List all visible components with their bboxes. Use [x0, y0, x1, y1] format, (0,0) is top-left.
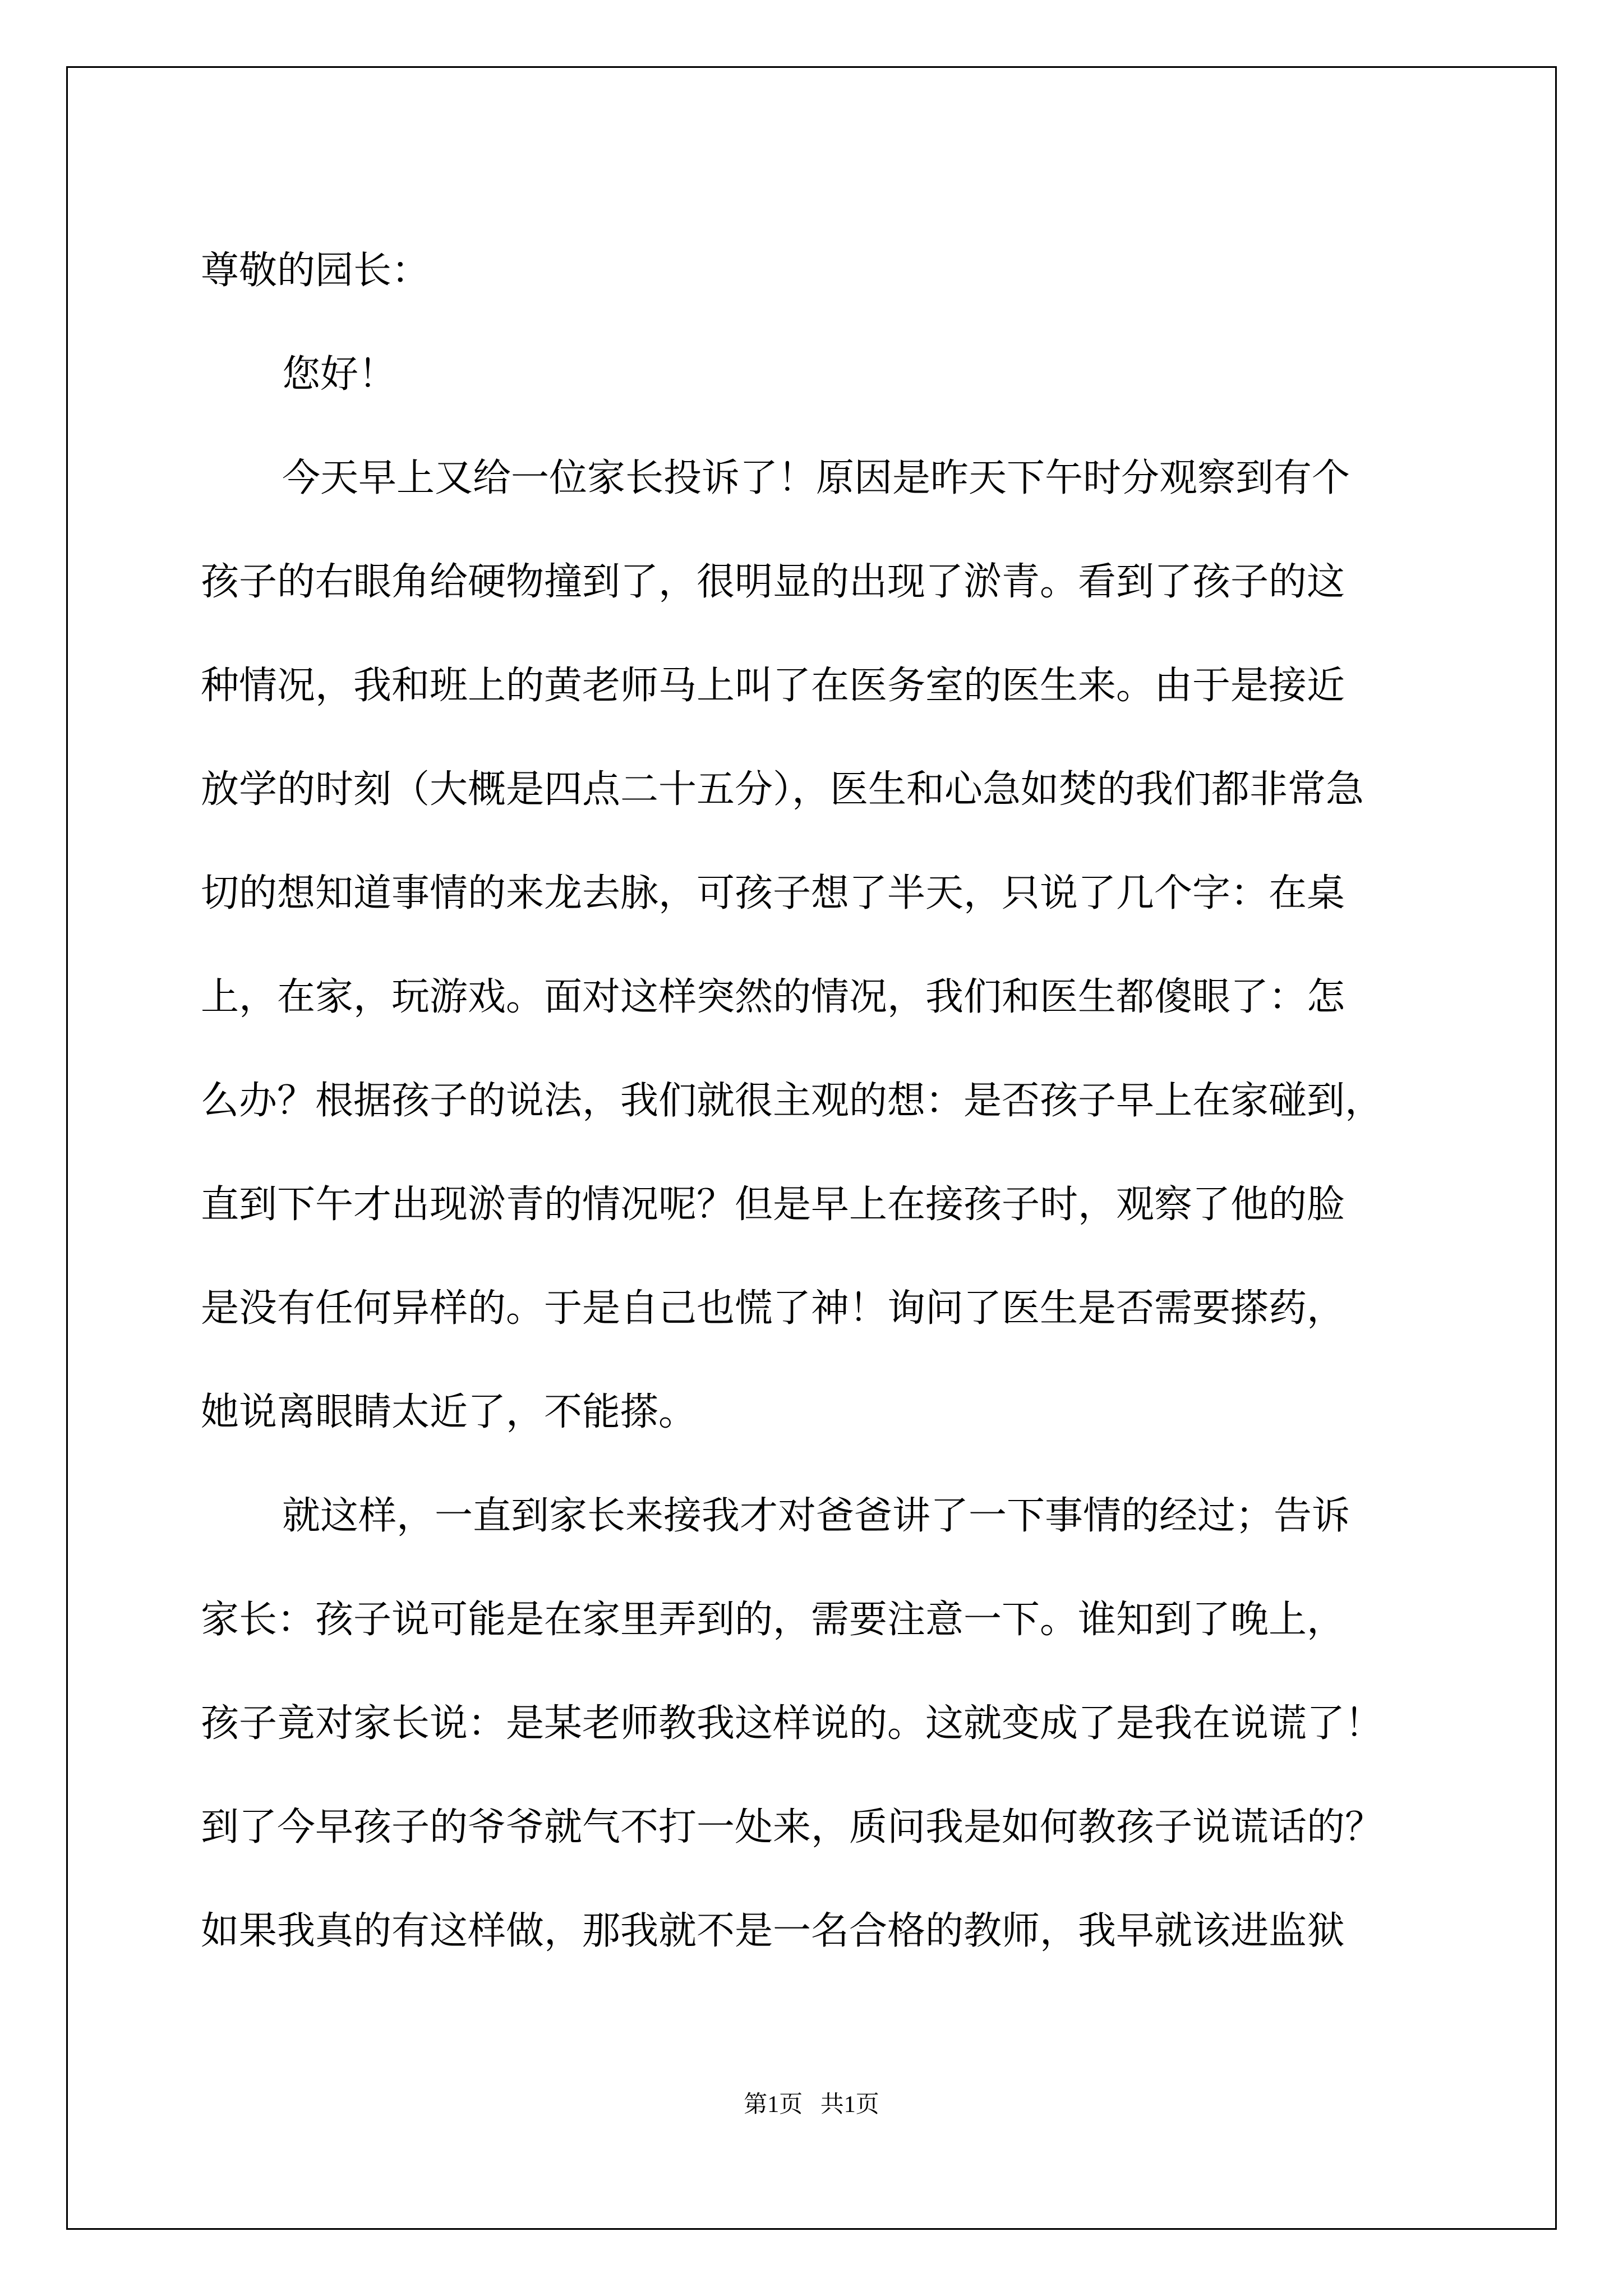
paragraph-line: 就这样，一直到家长来接我才对爸爸讲了一下事情的经过；告诉 — [282, 1494, 1350, 1538]
paragraph-line: 孩子的右眼角给硬物撞到了，很明显的出现了淤青。看到了孩子的这 — [201, 560, 1345, 604]
paragraph-line: 孩子竟对家长说：是某老师教我这样说的。这就变成了是我在说谎了！ — [201, 1701, 1384, 1746]
document-body — [201, 219, 1451, 1983]
paragraph-line: 上，在家，玩游戏。面对这样突然的情况，我们和医生都傻眼了：怎 — [201, 975, 1345, 1019]
paragraph-line: 直到下午才出现淤青的情况呢？但是早上在接孩子时，观察了他的脸 — [201, 1182, 1345, 1227]
paragraph-line: 家长：孩子说可能是在家里弄到的，需要注意一下。谁知到了晚上， — [201, 1598, 1345, 1642]
greeting: 您好！ — [282, 352, 397, 397]
paragraph-line: 她说离眼睛太近了，不能搽。 — [201, 1390, 697, 1434]
paragraph-line: 如果我真的有这样做，那我就不是一名合格的教师，我早就该进监狱 — [201, 1909, 1345, 1953]
salutation: 尊敬的园长： — [201, 249, 430, 293]
paragraph-line: 是没有任何异样的。于是自己也慌了神！询问了医生是否需要搽药， — [201, 1286, 1345, 1331]
page-number-footer: 第1页 共1页 — [744, 2092, 879, 2118]
paragraph-line: 今天早上又给一位家长投诉了！原因是昨天下午时分观察到有个 — [282, 456, 1350, 500]
paragraph-line: 切的想知道事情的来龙去脉，可孩子想了半天，只说了几个字：在桌 — [201, 871, 1345, 915]
paragraph-line: 到了今早孩子的爷爷就气不打一处来，质问我是如何教孩子说谎话的？ — [201, 1805, 1384, 1849]
paragraph-line: 放学的时刻（大概是四点二十五分），医生和心急如焚的我们都非常急 — [201, 767, 1364, 812]
paragraph-line: 种情况，我和班上的黄老师马上叫了在医务室的医生来。由于是接近 — [201, 664, 1345, 708]
paragraph-line: 么办？根据孩子的说法，我们就很主观的想：是否孩子早上在家碰到， — [201, 1079, 1384, 1123]
